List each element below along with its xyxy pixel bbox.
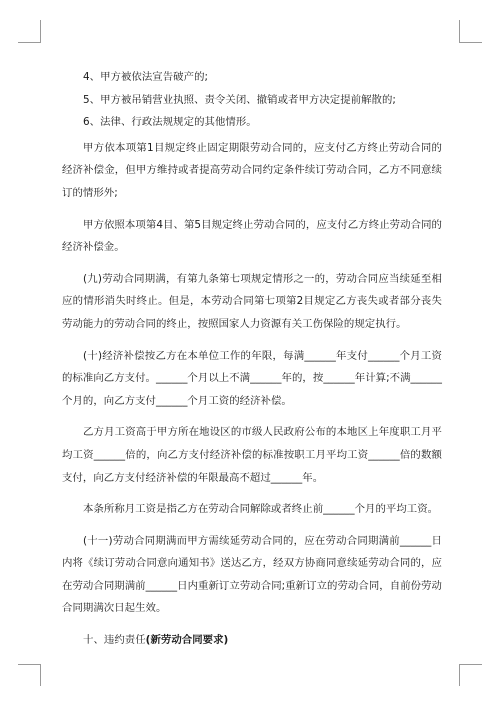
crop-mark-bottom-left-v <box>40 664 41 686</box>
section-heading-bold-note: (新劳动合同要求) <box>145 634 229 647</box>
paragraph-termination-rule-4-5: 甲方依照本项第4目、第5目规定终止劳动合同的，应支付乙方终止劳动合同的经济补偿金。 <box>62 218 442 254</box>
document-body <box>62 66 442 652</box>
crop-mark-top-right-h <box>459 42 482 43</box>
paragraph-monthly-wage-definition: 本条所称月工资是指乙方在劳动合同解除或者终止前______个月的平均工资。 <box>83 503 439 516</box>
paragraph-item-5: 5、甲方被吊销营业执照、责令关闭、撤销或者甲方决定提前解散的; <box>83 93 396 106</box>
paragraph-item-6: 6、法律、行政法规规定的其他情形。 <box>83 116 257 129</box>
crop-mark-top-left-v <box>40 20 41 42</box>
crop-mark-bottom-right-h <box>459 664 482 665</box>
crop-mark-top-left-h <box>18 42 41 43</box>
crop-mark-bottom-left-h <box>18 664 41 665</box>
paragraph-clause-10: (十)经济补偿按乙方在本单位工作的年限，每满______年支付______个月工资的标准向乙方支付。______个月以上不满______年的，按______年计算;不满______个月的，向乙方支付______个月工资的经济补偿。 <box>62 349 443 407</box>
section-heading-breach <box>62 629 442 652</box>
paragraph-high-salary: 乙方月工资高于甲方所在地设区的市级人民政府公布的本地区上年度职工月平均工资______倍的，向乙方支付经济补偿的标准按职工月平均工资______倍的数额支付，向乙方支付经济补偿的年限最高不超过______年。 <box>62 426 442 484</box>
paragraph-clause-11: (十一)劳动合同期满而甲方需续延劳动合同的，应在劳动合同期满前______日内将《续订劳动合同意向通知书》送达乙方，经双方协商同意续延劳动合同的，应在劳动合同期满前______日内重新订立劳动合同;重新订立的劳动合同，自前份劳动合同期满次日起生效。 <box>62 534 442 615</box>
paragraph-item-4: 4、甲方被依法宣告破产的; <box>83 71 209 83</box>
crop-mark-top-right-v <box>459 20 460 42</box>
paragraph-termination-rule-1: 甲方依本项第1目规定终止固定期限劳动合同的，应支付乙方终止劳动合同的经济补偿金，但甲方维持或者提高劳动合同约定条件续订劳动合同，乙方不同意续订的情形外; <box>62 141 442 199</box>
section-heading-text: 十、违约责任 <box>83 634 146 647</box>
paragraph-clause-9: (九)劳动合同期满，有第九条第七项规定情形之一的，劳动合同应当续延至相应的情形消失时终止。但是，本劳动合同第七项第2目规定乙方丧失或者部分丧失劳动能力的劳动合同的终止，按照国家人力资源有关工伤保险的规定执行。 <box>62 272 442 330</box>
crop-mark-bottom-right-v <box>459 664 460 686</box>
